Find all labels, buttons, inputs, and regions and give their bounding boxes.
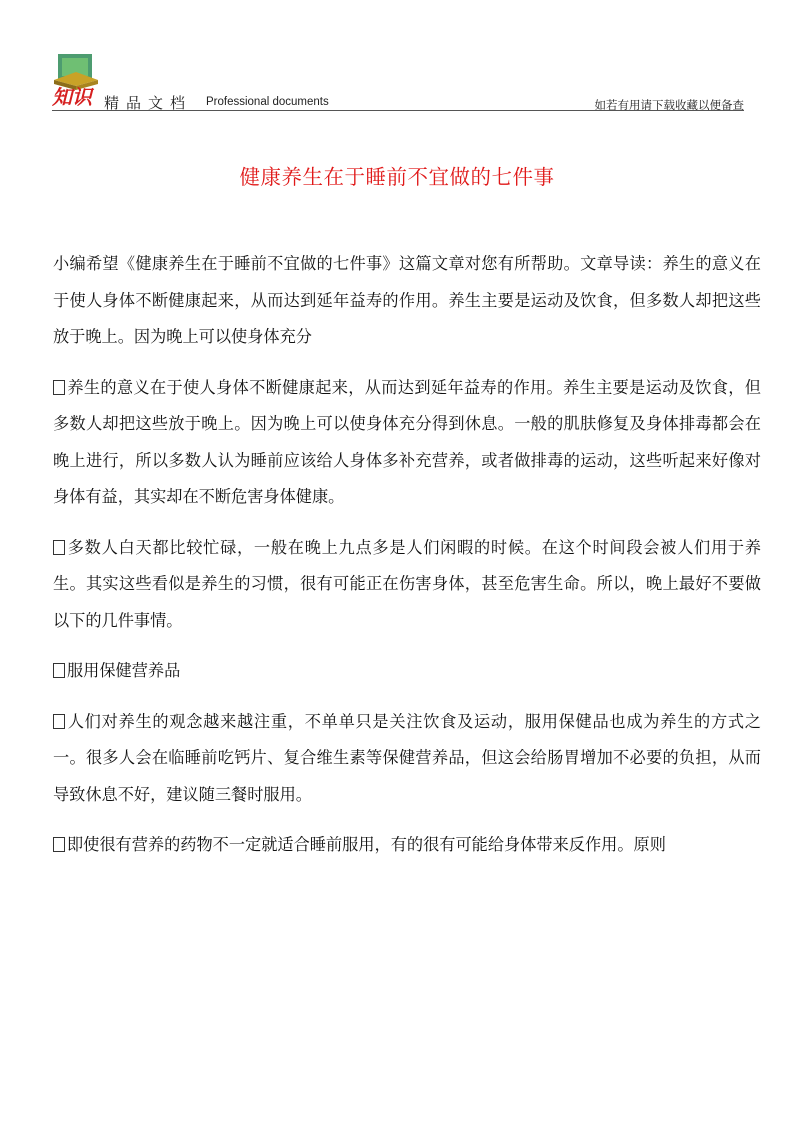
- download-note: 如若有用请下载收藏以便备查: [594, 98, 744, 112]
- box-glyph-icon: [53, 380, 65, 395]
- paragraph: [53, 530, 761, 640]
- paragraph-text: 人们对养生的观念越来越注重，不单单只是关注饮食及运动，服用保健品也成为养生的方式之一。很多人会在临睡前吃钙片、复合维生素等保健营养品，但这会给肠胃增加不必要的负担，从而导致休息不好，建议随三餐时服用。: [53, 711, 761, 804]
- box-glyph-icon: [53, 714, 65, 729]
- paragraph-text: 养生的意义在于使人身体不断健康起来，从而达到延年益寿的作用。养生主要是运动及饮食，但多数人却把这些放于晚上。因为晚上可以使身体充分得到休息。一般的肌肤修复及身体排毒都会在晚上进行，所以多数人认为睡前应该给人身体多补充营养，或者做排毒的运动，这些听起来好像对身体有益，其实却在不断危害身体健康。: [53, 377, 761, 506]
- paragraph-text: 小编希望《健康养生在于睡前不宜做的七件事》这篇文章对您有所帮助。文章导读：养生的意义在于使人身体不断健康起来，从而达到延年益寿的作用。养生主要是运动及饮食，但多数人却把这些放于晚上。因为晚上可以使身体充分: [53, 254, 761, 346]
- paragraph: [53, 827, 761, 864]
- paragraph-text: 多数人白天都比较忙碌，一般在晚上九点多是人们闲暇的时候。在这个时间段会被人们用于养生。其实这些看似是养生的习惯，很有可能正在伤害身体，甚至危害生命。所以，晚上最好不要做以下的几件事情。: [53, 537, 761, 630]
- paragraph: [53, 370, 761, 516]
- box-glyph-icon: [53, 663, 65, 678]
- box-glyph-icon: [53, 540, 65, 555]
- box-glyph-icon: [53, 837, 65, 852]
- header-divider: [52, 110, 744, 111]
- paragraph-intro: [53, 246, 761, 356]
- document-body: [53, 246, 761, 878]
- document-title: 健康养生在于睡前不宜做的七件事: [239, 165, 555, 189]
- brand-english: Professional documents: [206, 96, 329, 108]
- section-heading: [53, 653, 761, 690]
- paragraph-text: 即使很有营养的药物不一定就适合睡前服用，有的很有可能给身体带来反作用。原则: [67, 835, 666, 854]
- book-logo-icon: [50, 52, 102, 106]
- logo-lettering: 知识: [52, 85, 92, 106]
- brand-name: 精品文档: [104, 94, 193, 112]
- page-header: [0, 0, 794, 120]
- paragraph-text: 服用保健营养品: [67, 661, 181, 680]
- paragraph: [53, 704, 761, 814]
